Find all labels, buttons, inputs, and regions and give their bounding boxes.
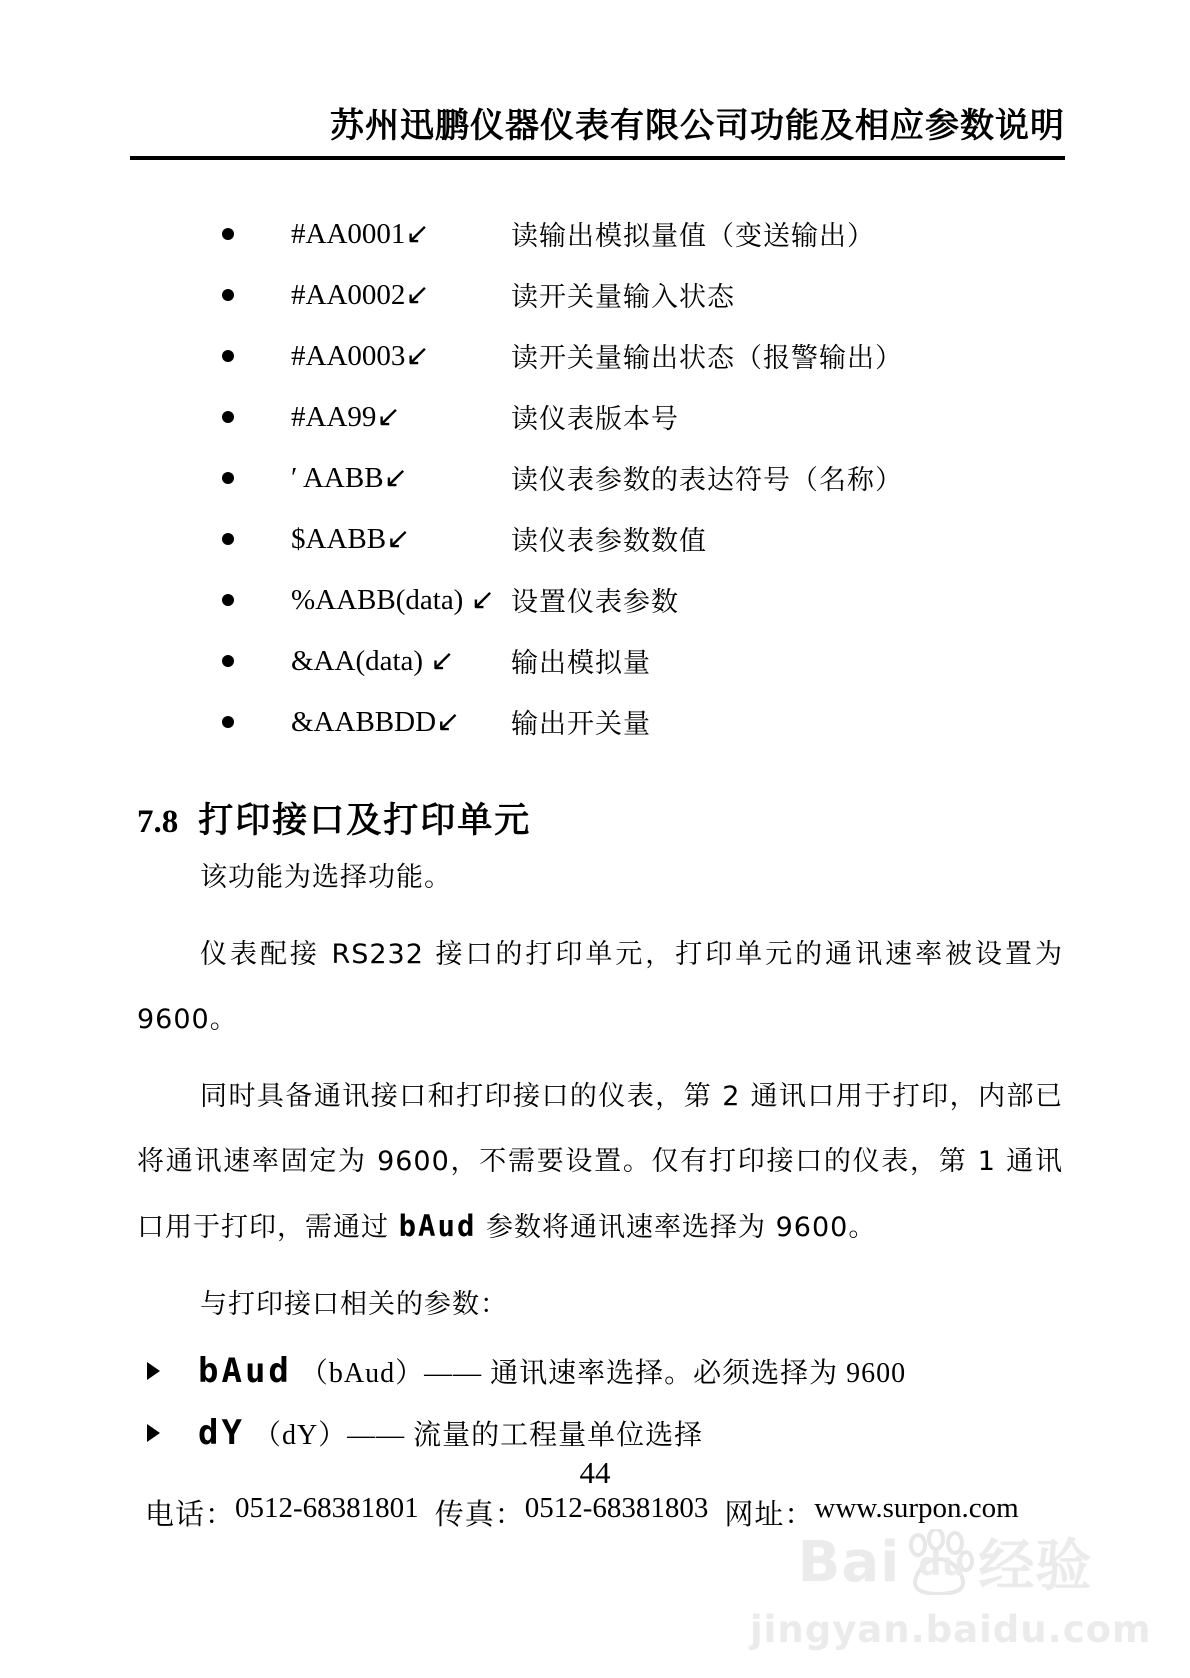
triangle-bullet-icon bbox=[147, 1424, 160, 1442]
parameter-list bbox=[147, 1340, 1110, 1464]
watermark-brand-prefix: Bai bbox=[797, 1529, 901, 1595]
command-code: #AA0001↙ bbox=[291, 218, 430, 250]
contact-value: 0512-68381803 bbox=[524, 1492, 709, 1524]
parameter-desc: （dY）—— 流量的工程量单位选择 bbox=[252, 1420, 704, 1451]
command-code: %AABB(data) ↙ bbox=[291, 584, 495, 616]
contact-fax bbox=[435, 1492, 709, 1533]
list-item bbox=[222, 264, 1110, 325]
command-code: $AABB↙ bbox=[291, 523, 411, 555]
list-item bbox=[222, 325, 1110, 386]
list-item bbox=[222, 569, 1110, 630]
list-item bbox=[222, 386, 1110, 447]
bullet-dot-icon bbox=[222, 472, 234, 484]
command-desc: 输出开关量 bbox=[511, 709, 651, 740]
command-code: #AA0003↙ bbox=[291, 340, 430, 372]
paragraph: 仪表配接 RS232 接口的打印单元，打印单元的通讯速率被设置为 9600。 bbox=[137, 939, 1063, 1035]
section-heading bbox=[137, 793, 531, 843]
contact-label: 网址： bbox=[724, 1499, 815, 1531]
lcd-param-text: bAud bbox=[398, 1209, 477, 1243]
baidu-paw-icon bbox=[902, 1529, 974, 1595]
parameter-desc: （bAud）—— 通讯速率选择。必须选择为 9600 bbox=[299, 1358, 907, 1389]
command-desc: 读开关量输入状态 bbox=[511, 282, 735, 313]
baidu-jingyan-watermark bbox=[750, 1522, 1152, 1651]
list-item bbox=[222, 691, 1110, 752]
command-desc: 读仪表参数数值 bbox=[511, 526, 707, 557]
bullet-dot-icon bbox=[222, 228, 234, 240]
page-number: 44 bbox=[579, 1455, 611, 1490]
command-list bbox=[222, 203, 1110, 752]
triangle-bullet-icon bbox=[147, 1362, 160, 1380]
command-code: &AA(data) ↙ bbox=[291, 645, 455, 677]
watermark-url: jingyan.baidu.com bbox=[750, 1608, 1152, 1651]
list-item bbox=[222, 630, 1110, 691]
command-desc: 读开关量输出状态（报警输出） bbox=[511, 343, 903, 374]
contact-value: 0512-68381801 bbox=[235, 1492, 419, 1524]
section-number: 7.8 bbox=[137, 804, 179, 840]
command-desc: 读仪表版本号 bbox=[511, 404, 679, 435]
bullet-dot-icon bbox=[222, 533, 234, 545]
list-item bbox=[222, 508, 1110, 569]
command-desc: 读仪表参数的表达符号（名称） bbox=[511, 465, 903, 496]
section-title: 打印接口及打印单元 bbox=[198, 801, 532, 841]
lcd-param-text: dY bbox=[198, 1413, 245, 1453]
body-text bbox=[137, 845, 1063, 1349]
contact-label: 电话： bbox=[145, 1499, 236, 1531]
bullet-dot-icon bbox=[222, 289, 234, 301]
paragraph-text: 同时具备通讯接口和打印接口的仪表，第 2 通讯口用于打印，内部已将通讯速率固定为 9600，不需要设置。仅有打印接口的仪表，第 1 通讯口用于打印，需通过 bbox=[137, 1081, 1063, 1243]
bullet-dot-icon bbox=[222, 594, 234, 606]
contact-phone bbox=[145, 1492, 419, 1533]
contact-label: 传真： bbox=[434, 1499, 525, 1531]
paragraph-text: 参数将通讯速率选择为 9600。 bbox=[476, 1212, 877, 1243]
watermark-brand-suffix: 经验 bbox=[978, 1534, 1093, 1599]
watermark-brand bbox=[750, 1522, 1140, 1602]
lcd-param-text: bAud bbox=[198, 1351, 292, 1391]
paragraph: 与打印接口相关的参数： bbox=[200, 1289, 508, 1320]
header-title: 苏州迅鹏仪器仪表有限公司功能及相应参数说明 bbox=[330, 108, 1065, 145]
list-item bbox=[147, 1340, 1110, 1402]
bullet-dot-icon bbox=[222, 411, 234, 423]
list-item bbox=[222, 447, 1110, 508]
bullet-dot-icon bbox=[222, 716, 234, 728]
command-code: #AA0002↙ bbox=[291, 279, 430, 311]
watermark-brand-mid: du bbox=[918, 1545, 967, 1583]
command-code: #AA99↙ bbox=[291, 401, 401, 433]
command-code: &AABBDD↙ bbox=[291, 706, 461, 738]
paragraph: 该功能为选择功能。 bbox=[200, 862, 452, 893]
bullet-dot-icon bbox=[222, 655, 234, 667]
paragraph bbox=[137, 1064, 1063, 1260]
header-rule bbox=[130, 156, 1065, 160]
command-desc: 输出模拟量 bbox=[511, 648, 651, 679]
page-header bbox=[130, 98, 1065, 160]
list-item bbox=[222, 203, 1110, 264]
bullet-dot-icon bbox=[222, 350, 234, 362]
command-desc: 读输出模拟量值（变送输出） bbox=[511, 221, 875, 252]
command-code: ′ AABB↙ bbox=[291, 462, 408, 494]
contact-value: www.surpon.com bbox=[814, 1492, 1019, 1524]
command-desc: 设置仪表参数 bbox=[511, 587, 679, 618]
